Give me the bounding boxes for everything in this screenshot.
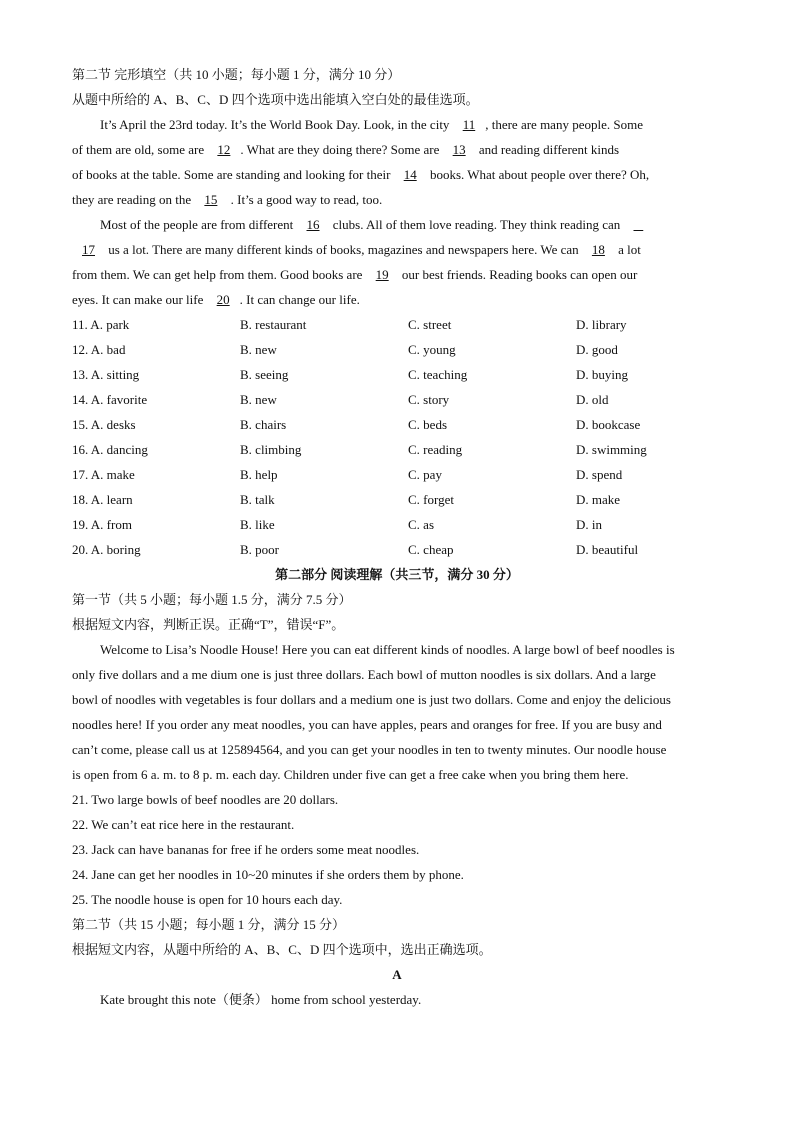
option-d[interactable]: D. make [576,492,621,507]
cloze-passage-line [72,137,722,162]
option-c[interactable]: C. pay [408,467,442,482]
passage-text: . It’s a good way to read, too. [227,192,383,207]
part2-section1-instruction: 根据短文内容，判断正误。正确“T”，错误“F”。 [72,617,345,632]
passage-line: bowl of noodles with vegetables is four dollars and a medium one is just two dollars. Come and enjoy the delicious [72,692,671,707]
cloze-passage-line [72,112,722,137]
option-row [72,412,722,437]
part2-section2-instruction: 根据短文内容，从题中所给的 A、B、C、D 四个选项中，选出正确选项。 [72,942,492,957]
option-row [72,462,722,487]
blank-12: 12 [217,142,231,157]
option-c[interactable]: C. beds [408,417,447,432]
cloze-passage-line [72,262,722,287]
cloze-section-heading: 第二节 完形填空（共 10 小题；每小题 1 分，满分 10 分） [72,67,401,82]
option-row [72,537,722,562]
statement-21: 21. Two large bowls of beef noodles are 20 dollars. [72,792,339,807]
option-d[interactable]: D. bookcase [576,417,641,432]
option-row [72,337,722,362]
passage-text: . What are they doing there? Some are [240,142,443,157]
option-c[interactable]: C. young [408,342,456,357]
statement-24: 24. Jane can get her noodles in 10~20 minutes if she orders them by phone. [72,867,464,882]
blank-18: 18 [591,242,605,257]
passage-text: clubs. All of them love reading. They think reading can [329,217,624,232]
option-b[interactable]: B. restaurant [240,317,307,332]
cloze-instruction: 从题中所给的 A、B、C、D 四个选项中选出能填入空白处的最佳选项。 [72,92,479,107]
option-a[interactable]: 15. A. desks [72,417,136,432]
passage-a-label: A [392,967,402,982]
passage-line: noodles here! If you order any meat noodles, you can have apples, pears and oranges for free. If you are busy and [72,717,662,732]
option-c[interactable]: C. cheap [408,542,454,557]
option-b[interactable]: B. like [240,517,275,532]
cloze-passage [72,112,722,312]
option-row [72,437,722,462]
option-d[interactable]: D. old [576,392,609,407]
passage-text: a lot [614,242,641,257]
option-c[interactable]: C. story [408,392,450,407]
blank-19: 19 [375,267,389,282]
option-c[interactable]: C. teaching [408,367,468,382]
passage-line: is open from 6 a. m. to 8 p. m. each day. Children under five can get a free cake when you bring them here. [72,767,629,782]
part2-section2-heading: 第二节（共 15 小题；每小题 1 分，满分 15 分） [72,917,346,932]
noodle-passage [72,637,722,787]
blank-15: 15 [204,192,218,207]
statement-22: 22. We can’t eat rice here in the restaurant. [72,817,295,832]
option-b[interactable]: B. new [240,342,277,357]
option-a[interactable]: 11. A. park [72,317,130,332]
passage-text: they are reading on the [72,192,195,207]
blank-17-start [624,212,654,237]
blank-20: 20 [216,292,230,307]
passage-a-first-line: Kate brought this note（便条） home from school yesterday. [100,992,422,1007]
passage-text: of them are old, some are [72,142,208,157]
passage-text: from them. We can get help from them. Good books are [72,267,366,282]
part2-title: 第二部分 阅读理解（共三节，满分 30 分） [275,567,519,582]
passage-text: Most of the people are from different [100,217,297,232]
option-b[interactable]: B. new [240,392,277,407]
option-c[interactable]: C. street [408,317,452,332]
passage-text: and reading different kinds [475,142,620,157]
cloze-passage-line [72,162,722,187]
option-c[interactable]: C. forget [408,492,454,507]
option-c[interactable]: C. reading [408,442,463,457]
passage-text: books. What about people over there? Oh, [426,167,650,182]
passage-text: . It can change our life. [239,292,360,307]
cloze-passage-line [72,187,722,212]
cloze-options [72,312,722,562]
cloze-passage-line [72,212,722,237]
blank-17: 17 [82,242,95,257]
true-false-statements [72,787,722,912]
cloze-passage-line [72,237,722,262]
option-row [72,387,722,412]
option-a[interactable]: 16. A. dancing [72,442,148,457]
blank-13: 13 [452,142,466,157]
option-a[interactable]: 17. A. make [72,467,135,482]
part2-section1-heading: 第一节（共 5 小题；每小题 1.5 分，满分 7.5 分） [72,592,352,607]
option-a[interactable]: 13. A. sitting [72,367,140,382]
passage-line: can’t come, please call us at 125894564, and you can get your noodles in ten to twenty minutes. Our noodle house [72,742,667,757]
option-a[interactable]: 14. A. favorite [72,392,148,407]
passage-text: our best friends. Reading books can open our [398,267,638,282]
option-a[interactable]: 12. A. bad [72,342,126,357]
option-row [72,487,722,512]
option-d[interactable]: D. good [576,342,618,357]
passage-line: Welcome to Lisa’s Noodle House! Here you can eat different kinds of noodles. A large bowl of beef noodles is [100,642,675,657]
option-b[interactable]: B. climbing [240,442,302,457]
passage-text: eyes. It can make our life [72,292,207,307]
option-b[interactable]: B. help [240,467,278,482]
option-b[interactable]: B. seeing [240,367,289,382]
option-d[interactable]: D. in [576,517,602,532]
passage-text: , there are many people. Some [485,117,643,132]
option-b[interactable]: B. poor [240,542,279,557]
statement-23: 23. Jack can have bananas for free if he orders some meat noodles. [72,842,420,857]
blank-11: 11 [462,117,476,132]
option-a[interactable]: 20. A. boring [72,542,141,557]
option-d[interactable]: D. beautiful [576,542,639,557]
statement-25: 25. The noodle house is open for 10 hours each day. [72,892,343,907]
option-c[interactable]: C. as [408,517,434,532]
option-row [72,362,722,387]
option-row [72,512,722,537]
blank-16: 16 [306,217,320,232]
passage-text: of books at the table. Some are standing and looking for their [72,167,394,182]
passage-text: It’s April the 23rd today. It’s the World Book Day. Look, in the city [100,117,453,132]
option-d[interactable]: D. buying [576,367,628,382]
blank-14: 14 [403,167,417,182]
option-b[interactable]: B. chairs [240,417,287,432]
option-d[interactable]: D. spend [576,467,623,482]
option-row [72,312,722,337]
option-b[interactable]: B. talk [240,492,275,507]
passage-text: us a lot. There are many different kinds of books, magazines and newspapers here. We can [105,242,582,257]
option-a[interactable]: 19. A. from [72,517,132,532]
option-a[interactable]: 18. A. learn [72,492,133,507]
option-d[interactable]: D. swimming [576,442,647,457]
passage-line: only five dollars and a me dium one is just three dollars. Each bowl of mutton noodles is six dollars. And a large [72,667,656,682]
cloze-passage-line [72,287,722,312]
option-d[interactable]: D. library [576,317,627,332]
